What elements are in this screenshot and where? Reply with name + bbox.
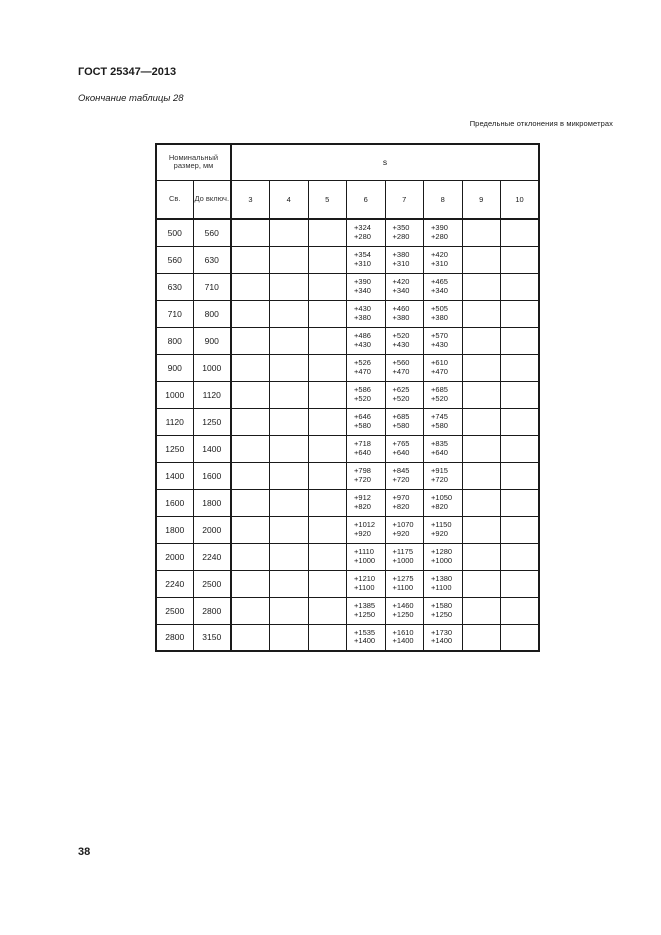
upper-deviation: +430 — [354, 304, 371, 313]
lower-deviation: +520 — [431, 393, 448, 403]
empty-cell-q4 — [270, 327, 309, 354]
lower-deviation: +1100 — [431, 582, 452, 592]
tolerance-cell-q7 — [385, 624, 424, 651]
lower-deviation: +720 — [392, 474, 410, 484]
upper-deviation: +1460 — [392, 601, 414, 610]
table-row — [156, 354, 539, 381]
empty-cell-q10 — [501, 408, 540, 435]
empty-cell-q9 — [462, 246, 501, 273]
tolerance-cell-q7 — [385, 381, 424, 408]
empty-cell-q5 — [308, 246, 347, 273]
upper-deviation: +460 — [392, 304, 410, 313]
tolerance-cell-q6 — [347, 489, 386, 516]
document-standard-header: ГОСТ 25347—2013 — [78, 66, 177, 78]
tolerance-cell-q6 — [347, 219, 386, 246]
upper-deviation: +845 — [392, 466, 410, 475]
tolerance-cell-q8 — [424, 408, 463, 435]
size-to-cell: 1120 — [193, 381, 231, 408]
lower-deviation: +1250 — [392, 609, 414, 619]
lower-deviation: +820 — [354, 501, 371, 511]
upper-deviation: +1380 — [431, 574, 453, 583]
empty-cell-q3 — [231, 327, 270, 354]
empty-cell-q9 — [462, 597, 501, 624]
lower-deviation: +380 — [354, 312, 371, 322]
empty-cell-q3 — [231, 624, 270, 651]
units-note: Предельные отклонения в микрометрах — [469, 119, 613, 128]
lower-deviation: +340 — [392, 285, 410, 295]
empty-cell-q9 — [462, 273, 501, 300]
empty-cell-q9 — [462, 381, 501, 408]
size-from-cell: 500 — [156, 219, 193, 246]
upper-deviation: +420 — [431, 250, 448, 259]
quality-header: 3 — [231, 180, 270, 219]
lower-deviation: +520 — [354, 393, 371, 403]
empty-cell-q4 — [270, 246, 309, 273]
empty-cell-q4 — [270, 408, 309, 435]
tolerance-cell-q8 — [424, 462, 463, 489]
tolerance-cell-q7 — [385, 543, 424, 570]
empty-cell-q4 — [270, 273, 309, 300]
table-row — [156, 273, 539, 300]
empty-cell-q3 — [231, 246, 270, 273]
lower-deviation: +520 — [392, 393, 410, 403]
size-from-cell: 900 — [156, 354, 193, 381]
upper-deviation: +354 — [354, 250, 371, 259]
empty-cell-q9 — [462, 327, 501, 354]
tolerance-cell-q6 — [347, 597, 386, 624]
tolerance-cell-q6 — [347, 273, 386, 300]
tolerance-cell-q7 — [385, 273, 424, 300]
tolerance-field-header: s — [231, 144, 539, 180]
upper-deviation: +915 — [431, 466, 448, 475]
lower-deviation: +920 — [392, 528, 410, 538]
upper-deviation: +1070 — [392, 520, 414, 529]
upper-deviation: +324 — [354, 223, 371, 233]
tolerance-cell-q7 — [385, 435, 424, 462]
lower-deviation: +640 — [354, 447, 371, 457]
size-from-cell: 1250 — [156, 435, 193, 462]
empty-cell-q5 — [308, 597, 347, 624]
empty-cell-q10 — [501, 570, 540, 597]
size-to-cell: 560 — [193, 219, 231, 246]
upper-deviation: +486 — [354, 331, 371, 340]
upper-deviation: +765 — [392, 439, 410, 448]
lower-deviation: +380 — [392, 312, 410, 322]
quality-header: 6 — [347, 180, 386, 219]
lower-deviation: +280 — [431, 231, 448, 241]
upper-deviation: +380 — [392, 250, 410, 259]
tolerance-cell-q7 — [385, 516, 424, 543]
upper-deviation: +505 — [431, 304, 448, 313]
tolerance-cell-q8 — [424, 246, 463, 273]
table-row — [156, 246, 539, 273]
lower-deviation: +1000 — [354, 555, 376, 565]
empty-cell-q4 — [270, 354, 309, 381]
table-row — [156, 462, 539, 489]
empty-cell-q4 — [270, 570, 309, 597]
lower-deviation: +640 — [431, 447, 448, 457]
size-from-cell: 710 — [156, 300, 193, 327]
empty-cell-q3 — [231, 408, 270, 435]
empty-cell-q3 — [231, 435, 270, 462]
empty-cell-q10 — [501, 273, 540, 300]
size-to-cell: 2800 — [193, 597, 231, 624]
tolerance-cell-q6 — [347, 624, 386, 651]
table-row — [156, 300, 539, 327]
tolerance-cell-q6 — [347, 327, 386, 354]
empty-cell-q9 — [462, 435, 501, 462]
lower-deviation: +1100 — [392, 582, 414, 592]
lower-deviation: +310 — [392, 258, 410, 268]
table-caption: Окончание таблицы 28 — [78, 93, 184, 104]
tolerance-cell-q8 — [424, 543, 463, 570]
lower-deviation: +430 — [354, 339, 371, 349]
tolerance-cell-q6 — [347, 435, 386, 462]
lower-deviation: +310 — [431, 258, 448, 268]
lower-deviation: +1000 — [431, 555, 453, 565]
lower-deviation: +580 — [354, 420, 371, 430]
upper-deviation: +1012 — [354, 520, 376, 529]
empty-cell-q3 — [231, 300, 270, 327]
table-row — [156, 327, 539, 354]
lower-deviation: +1000 — [392, 555, 414, 565]
upper-deviation: +390 — [431, 223, 448, 233]
size-to-cell: 630 — [193, 246, 231, 273]
empty-cell-q10 — [501, 624, 540, 651]
size-from-cell: 1600 — [156, 489, 193, 516]
size-from-cell: 1800 — [156, 516, 193, 543]
table-row — [156, 219, 539, 246]
empty-cell-q10 — [501, 300, 540, 327]
empty-cell-q10 — [501, 435, 540, 462]
empty-cell-q4 — [270, 435, 309, 462]
empty-cell-q5 — [308, 435, 347, 462]
upper-deviation: +646 — [354, 412, 371, 421]
quality-header: 9 — [462, 180, 501, 219]
tolerance-cell-q7 — [385, 570, 424, 597]
empty-cell-q9 — [462, 219, 501, 246]
empty-cell-q10 — [501, 597, 540, 624]
upper-deviation: +350 — [392, 223, 410, 233]
tolerance-cell-q7 — [385, 327, 424, 354]
empty-cell-q4 — [270, 543, 309, 570]
empty-cell-q4 — [270, 219, 309, 246]
lower-deviation: +430 — [392, 339, 410, 349]
tolerance-cell-q7 — [385, 219, 424, 246]
empty-cell-q4 — [270, 300, 309, 327]
lower-deviation: +720 — [354, 474, 371, 484]
empty-cell-q3 — [231, 462, 270, 489]
lower-deviation: +310 — [354, 258, 371, 268]
tolerance-cell-q8 — [424, 597, 463, 624]
empty-cell-q10 — [501, 219, 540, 246]
upper-deviation: +570 — [431, 331, 448, 340]
upper-deviation: +610 — [431, 358, 448, 367]
lower-deviation: +720 — [431, 474, 448, 484]
lower-deviation: +470 — [354, 366, 371, 376]
lower-deviation: +920 — [431, 528, 448, 538]
page-number: 38 — [78, 846, 91, 858]
empty-cell-q5 — [308, 300, 347, 327]
upper-deviation: +798 — [354, 466, 371, 475]
tolerance-cell-q8 — [424, 273, 463, 300]
tolerance-cell-q7 — [385, 597, 424, 624]
tolerance-cell-q8 — [424, 489, 463, 516]
empty-cell-q10 — [501, 516, 540, 543]
empty-cell-q3 — [231, 273, 270, 300]
tolerance-cell-q8 — [424, 435, 463, 462]
tolerance-table — [155, 143, 540, 652]
tolerance-cell-q8 — [424, 219, 463, 246]
from-header: Св. — [156, 180, 193, 219]
size-to-cell: 2000 — [193, 516, 231, 543]
lower-deviation: +820 — [392, 501, 410, 511]
size-to-cell: 3150 — [193, 624, 231, 651]
table-row — [156, 597, 539, 624]
table-row — [156, 435, 539, 462]
upper-deviation: +1175 — [392, 547, 414, 556]
empty-cell-q3 — [231, 489, 270, 516]
quality-header: 7 — [385, 180, 424, 219]
empty-cell-q5 — [308, 219, 347, 246]
empty-cell-q3 — [231, 516, 270, 543]
empty-cell-q9 — [462, 489, 501, 516]
upper-deviation: +1150 — [431, 520, 452, 529]
empty-cell-q5 — [308, 408, 347, 435]
empty-cell-q3 — [231, 354, 270, 381]
size-from-cell: 560 — [156, 246, 193, 273]
size-to-cell: 2500 — [193, 570, 231, 597]
quality-header: 10 — [501, 180, 540, 219]
empty-cell-q10 — [501, 381, 540, 408]
upper-deviation: +420 — [392, 277, 410, 286]
size-to-cell: 1600 — [193, 462, 231, 489]
empty-cell-q5 — [308, 462, 347, 489]
size-to-cell: 800 — [193, 300, 231, 327]
lower-deviation: +920 — [354, 528, 371, 538]
tolerance-cell-q8 — [424, 516, 463, 543]
empty-cell-q9 — [462, 462, 501, 489]
tolerance-cell-q8 — [424, 354, 463, 381]
lower-deviation: +640 — [392, 447, 410, 457]
empty-cell-q9 — [462, 543, 501, 570]
table-row — [156, 489, 539, 516]
upper-deviation: +526 — [354, 358, 371, 367]
lower-deviation: +1250 — [354, 609, 376, 619]
empty-cell-q5 — [308, 273, 347, 300]
size-from-cell: 1400 — [156, 462, 193, 489]
tolerance-cell-q6 — [347, 543, 386, 570]
empty-cell-q9 — [462, 516, 501, 543]
quality-header: 5 — [308, 180, 347, 219]
upper-deviation: +1610 — [392, 627, 414, 637]
upper-deviation: +685 — [431, 385, 448, 394]
upper-deviation: +912 — [354, 493, 371, 502]
upper-deviation: +685 — [392, 412, 410, 421]
empty-cell-q3 — [231, 381, 270, 408]
empty-cell-q5 — [308, 489, 347, 516]
empty-cell-q3 — [231, 597, 270, 624]
lower-deviation: +1400 — [354, 636, 376, 646]
lower-deviation: +1400 — [431, 636, 453, 646]
size-from-cell: 2500 — [156, 597, 193, 624]
quality-header: 8 — [424, 180, 463, 219]
tolerance-cell-q6 — [347, 300, 386, 327]
tolerance-cell-q6 — [347, 516, 386, 543]
empty-cell-q4 — [270, 462, 309, 489]
empty-cell-q3 — [231, 543, 270, 570]
size-from-cell: 2240 — [156, 570, 193, 597]
size-to-cell: 710 — [193, 273, 231, 300]
upper-deviation: +586 — [354, 385, 371, 394]
upper-deviation: +835 — [431, 439, 448, 448]
tolerance-cell-q6 — [347, 246, 386, 273]
size-from-cell: 2800 — [156, 624, 193, 651]
tolerance-cell-q7 — [385, 489, 424, 516]
empty-cell-q9 — [462, 408, 501, 435]
tolerance-cell-q6 — [347, 354, 386, 381]
table-row — [156, 408, 539, 435]
empty-cell-q5 — [308, 624, 347, 651]
empty-cell-q4 — [270, 597, 309, 624]
empty-cell-q4 — [270, 516, 309, 543]
upper-deviation: +1535 — [354, 627, 376, 637]
table-row — [156, 516, 539, 543]
upper-deviation: +1210 — [354, 574, 376, 583]
size-to-cell: 1800 — [193, 489, 231, 516]
table-row — [156, 624, 539, 651]
empty-cell-q9 — [462, 300, 501, 327]
empty-cell-q9 — [462, 624, 501, 651]
tolerance-cell-q7 — [385, 246, 424, 273]
empty-cell-q5 — [308, 570, 347, 597]
size-to-cell: 1250 — [193, 408, 231, 435]
lower-deviation: +1400 — [392, 636, 414, 646]
lower-deviation: +1100 — [354, 582, 375, 592]
size-from-cell: 1000 — [156, 381, 193, 408]
upper-deviation: +625 — [392, 385, 410, 394]
lower-deviation: +380 — [431, 312, 448, 322]
tolerance-cell-q6 — [347, 381, 386, 408]
table-row — [156, 381, 539, 408]
upper-deviation: +970 — [392, 493, 410, 502]
tolerance-cell-q6 — [347, 408, 386, 435]
lower-deviation: +280 — [392, 231, 410, 241]
tolerance-cell-q6 — [347, 462, 386, 489]
upper-deviation: +1385 — [354, 601, 376, 610]
size-from-cell: 2000 — [156, 543, 193, 570]
tolerance-cell-q7 — [385, 462, 424, 489]
empty-cell-q9 — [462, 570, 501, 597]
size-from-cell: 1120 — [156, 408, 193, 435]
empty-cell-q10 — [501, 462, 540, 489]
to-header: До включ. — [193, 180, 231, 219]
lower-deviation: +430 — [431, 339, 448, 349]
empty-cell-q3 — [231, 570, 270, 597]
lower-deviation: +580 — [431, 420, 448, 430]
empty-cell-q4 — [270, 489, 309, 516]
empty-cell-q5 — [308, 381, 347, 408]
tolerance-cell-q6 — [347, 570, 386, 597]
tolerance-cell-q8 — [424, 381, 463, 408]
empty-cell-q5 — [308, 327, 347, 354]
lower-deviation: +470 — [431, 366, 448, 376]
upper-deviation: +1275 — [392, 574, 414, 583]
upper-deviation: +390 — [354, 277, 371, 286]
tolerance-cell-q8 — [424, 300, 463, 327]
size-to-cell: 900 — [193, 327, 231, 354]
table-row — [156, 543, 539, 570]
size-from-cell: 800 — [156, 327, 193, 354]
upper-deviation: +1730 — [431, 627, 453, 637]
tolerance-cell-q7 — [385, 408, 424, 435]
lower-deviation: +580 — [392, 420, 410, 430]
empty-cell-q10 — [501, 489, 540, 516]
upper-deviation: +560 — [392, 358, 410, 367]
empty-cell-q4 — [270, 624, 309, 651]
tolerance-cell-q8 — [424, 624, 463, 651]
lower-deviation: +280 — [354, 231, 371, 241]
upper-deviation: +1110 — [354, 547, 374, 556]
tolerance-cell-q8 — [424, 327, 463, 354]
empty-cell-q10 — [501, 327, 540, 354]
tolerance-cell-q8 — [424, 570, 463, 597]
empty-cell-q5 — [308, 516, 347, 543]
empty-cell-q5 — [308, 354, 347, 381]
lower-deviation: +340 — [431, 285, 448, 295]
size-to-cell: 1400 — [193, 435, 231, 462]
upper-deviation: +520 — [392, 331, 410, 340]
lower-deviation: +470 — [392, 366, 410, 376]
lower-deviation: +1250 — [431, 609, 453, 619]
size-from-cell: 630 — [156, 273, 193, 300]
empty-cell-q5 — [308, 543, 347, 570]
empty-cell-q10 — [501, 543, 540, 570]
upper-deviation: +718 — [354, 439, 371, 448]
empty-cell-q9 — [462, 354, 501, 381]
lower-deviation: +340 — [354, 285, 371, 295]
upper-deviation: +745 — [431, 412, 448, 421]
upper-deviation: +1280 — [431, 547, 453, 556]
tolerance-cell-q7 — [385, 300, 424, 327]
upper-deviation: +1050 — [431, 493, 453, 502]
size-to-cell: 2240 — [193, 543, 231, 570]
empty-cell-q10 — [501, 246, 540, 273]
table-row — [156, 570, 539, 597]
empty-cell-q10 — [501, 354, 540, 381]
empty-cell-q4 — [270, 381, 309, 408]
nominal-size-header: Номинальный размер, мм — [156, 144, 231, 180]
empty-cell-q3 — [231, 219, 270, 246]
quality-header: 4 — [270, 180, 309, 219]
tolerance-cell-q7 — [385, 354, 424, 381]
upper-deviation: +465 — [431, 277, 448, 286]
upper-deviation: +1580 — [431, 601, 453, 610]
size-to-cell: 1000 — [193, 354, 231, 381]
lower-deviation: +820 — [431, 501, 448, 511]
